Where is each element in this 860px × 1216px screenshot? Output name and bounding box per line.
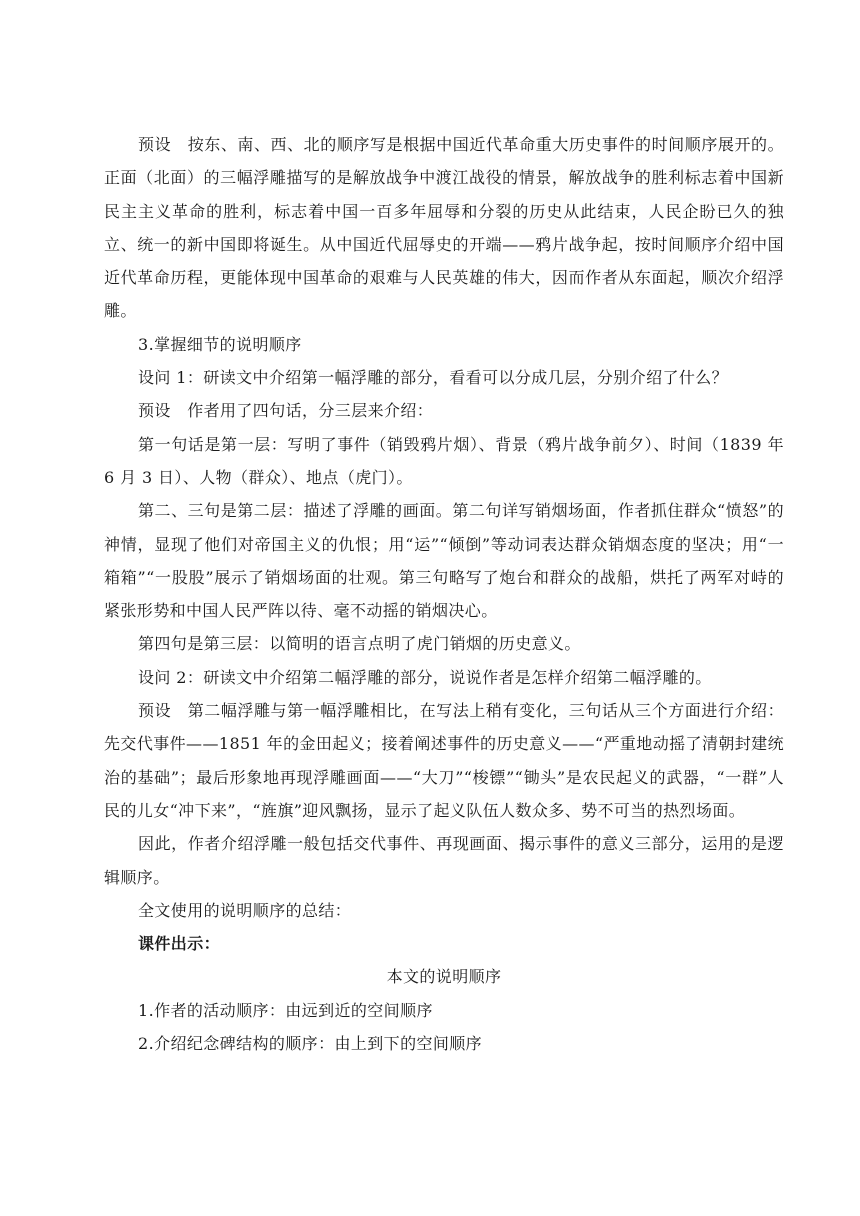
courseware-label: 课件出示： [138,934,221,954]
paragraph-summary-intro: 全文使用的说明顺序的总结： [138,900,352,920]
paragraph-layer-1: 第一句话是第一层：写明了事件（销毁鸦片烟）、背景（鸦片战争前夕）、时间（1839 年 6 月 3 日）、人物（群众）、地点（虎门）。 [104,434,784,487]
paragraph-layer-3: 第四句是第三层：以简明的语言点明了虎门销烟的历史意义。 [138,634,581,654]
paragraph-preset-order: 预设 按东、南、西、北的顺序写是根据中国近代革命重大历史事件的时间顺序展开的。正面（北面）的三幅浮雕描写的是解放战争中渡江战役的情景，解放战争的胜利标志着中国新民主主义革命的胜利，标志着中国一百多年屈辱和分裂的历史从此结束，人民企盼已久的独立、统一的新中国即将诞生。从中国近代屈辱史的开端——鸦片战争起，按时间顺序介绍中国近代革命历程，更能体现中国革命的艰难与人民英雄的伟大，因而作者从东面起，顺次介绍浮雕。 [104,135,784,321]
order-item-2: 2.介绍纪念碑结构的顺序：由上到下的空间顺序 [138,1034,483,1054]
paragraph-preset-1: 预设 作者用了四句话，分三层来介绍： [138,401,434,421]
paragraph-question-1: 设问 1：研读文中介绍第一幅浮雕的部分，看看可以分成几层，分别介绍了什么？ [138,368,729,388]
paragraph-layer-2: 第二、三句是第二层：描述了浮雕的画面。第二句详写销烟场面，作者抓住群众“愤怒”的神情，显现了他们对帝国主义的仇恨；用“运”“倾倒”等动词表达群众销烟态度的坚决；用“一箱箱”“一股股”展示了销烟场面的壮观。第三句略写了炮台和群众的战船，烘托了两军对峙的紧张形势和中国人民严阵以待、毫不动摇的销烟决心。 [104,501,784,621]
paragraph-section-heading: 3.掌握细节的说明顺序 [138,334,302,354]
box-title: 本文的说明顺序 [386,967,502,987]
order-item-1: 1.作者的活动顺序：由远到近的空间顺序 [138,1000,433,1020]
paragraph-conclusion: 因此，作者介绍浮雕一般包括交代事件、再现画面、揭示事件的意义三部分，运用的是逻辑顺序。 [104,834,784,887]
document-page [104,128,784,1060]
paragraph-question-2: 设问 2：研读文中介绍第二幅浮雕的部分，说说作者是怎样介绍第二幅浮雕的。 [138,667,712,687]
paragraph-preset-2: 预设 第二幅浮雕与第一幅浮雕相比，在写法上稍有变化，三句话从三个方面进行介绍：先交代事件——1851 年的金田起义；接着阐述事件的历史意义——“严重地动摇了清朝封建统治的基础”；最后形象地再现浮雕画面——“大刀”“梭镖”“锄头”是农民起义的武器，“一群”人民的儿女“冲下来”，“旌旗”迎风飘扬，显示了起义队伍人数众多、势不可当的热烈场面。 [104,701,784,820]
